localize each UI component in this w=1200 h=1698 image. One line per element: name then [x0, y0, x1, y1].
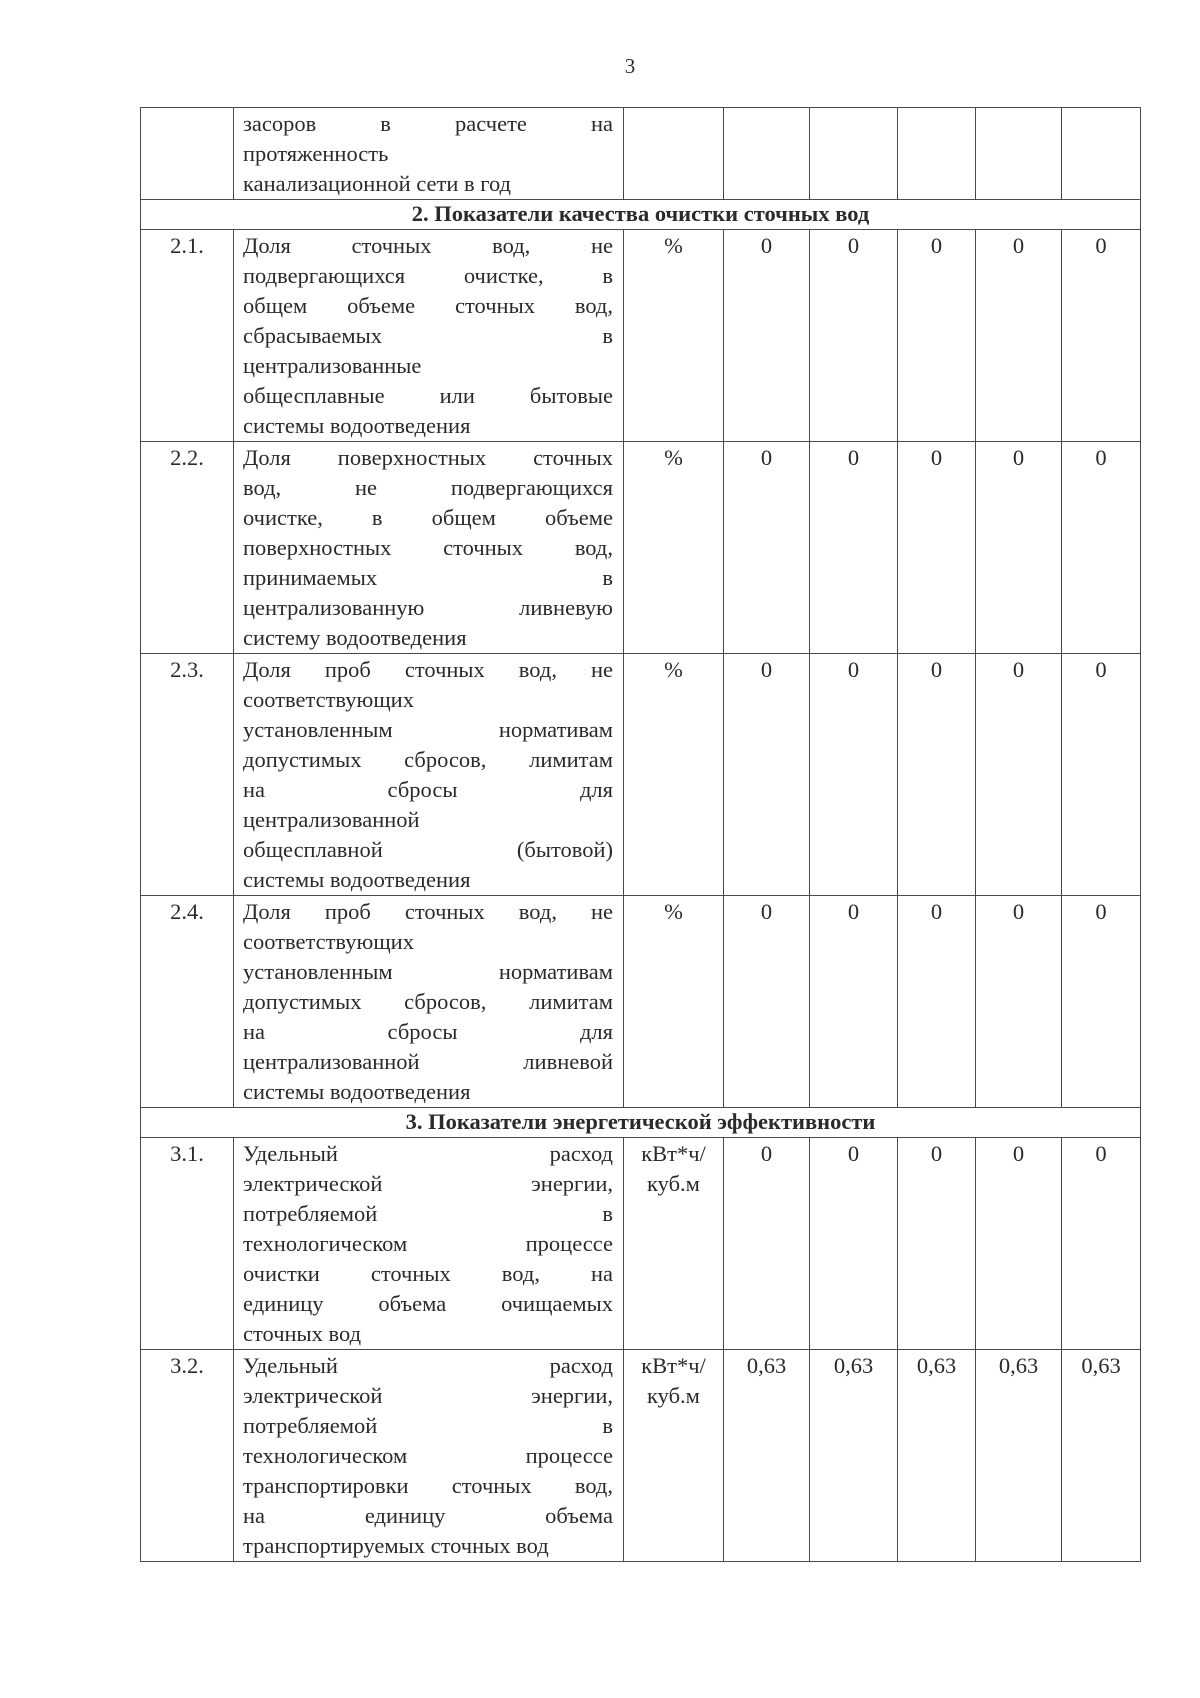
indicator-description — [234, 896, 624, 1108]
table-row — [141, 108, 1141, 200]
value-cell: 0 — [976, 896, 1062, 1108]
description-line: системы водоотведения — [243, 413, 471, 438]
unit-line: куб.м — [647, 1383, 700, 1408]
description-line: систему водоотведения — [243, 625, 467, 650]
description-line: Доля проб сточных вод, не — [243, 899, 613, 924]
value-cell: 0 — [810, 654, 898, 896]
indicator-description — [234, 442, 624, 654]
description-line: на сбросы для — [243, 777, 613, 802]
section-header-row — [141, 1108, 1141, 1138]
value-cell: 0 — [810, 230, 898, 442]
indicator-description — [234, 654, 624, 896]
unit-cell — [624, 108, 724, 200]
description-line: Доля сточных вод, не — [243, 233, 613, 258]
description-line: сточных вод — [243, 1321, 362, 1346]
description-line: вод, не подвергающихся — [243, 475, 613, 500]
description-line: канализационной сети в год — [243, 171, 511, 196]
value-cell: 0 — [724, 230, 810, 442]
description-line: общем объеме сточных вод, — [243, 293, 613, 318]
value-cell: 0,63 — [724, 1350, 810, 1562]
indicator-description — [234, 1350, 624, 1562]
description-line: электрической энергии, — [243, 1171, 613, 1196]
section-header-row — [141, 200, 1141, 230]
unit-cell — [624, 1350, 724, 1562]
description-line: на единицу объема — [243, 1503, 613, 1528]
description-line: централизованной ливневой — [243, 1049, 613, 1074]
table-row — [141, 654, 1141, 896]
description-line: общесплавные или бытовые — [243, 383, 613, 408]
description-line: очистки сточных вод, на — [243, 1261, 613, 1286]
indicator-description — [234, 230, 624, 442]
value-cell — [724, 108, 810, 200]
page-number: 3 — [624, 54, 636, 78]
row-number: 3.1. — [141, 1138, 234, 1350]
table-row — [141, 442, 1141, 654]
description-line: технологическом процессе — [243, 1443, 613, 1468]
value-cell — [1062, 108, 1141, 200]
description-line: Удельный расход — [243, 1353, 613, 1378]
row-number: 2.4. — [141, 896, 234, 1108]
row-number: 2.2. — [141, 442, 234, 654]
value-cell: 0 — [976, 230, 1062, 442]
unit-cell: % — [624, 442, 724, 654]
description-line: поверхностных сточных вод, — [243, 535, 613, 560]
value-cell: 0 — [724, 442, 810, 654]
unit-cell: % — [624, 896, 724, 1108]
unit-cell: % — [624, 654, 724, 896]
value-cell: 0,63 — [1062, 1350, 1141, 1562]
section-title: 3. Показатели энергетической эффективности — [141, 1108, 1141, 1138]
table-row — [141, 1350, 1141, 1562]
value-cell: 0,63 — [810, 1350, 898, 1562]
description-line: установленным нормативам — [243, 717, 613, 742]
description-line: технологическом процессе — [243, 1231, 613, 1256]
value-cell: 0 — [898, 654, 976, 896]
description-line: засоров в расчете на — [243, 111, 613, 136]
value-cell: 0 — [1062, 654, 1141, 896]
indicators-table — [140, 107, 1141, 1562]
description-line: системы водоотведения — [243, 867, 471, 892]
description-line: Удельный расход — [243, 1141, 613, 1166]
description-line: единицу объема очищаемых — [243, 1291, 613, 1316]
value-cell — [810, 108, 898, 200]
table-row — [141, 1138, 1141, 1350]
value-cell: 0 — [898, 442, 976, 654]
value-cell: 0 — [810, 1138, 898, 1350]
value-cell: 0 — [898, 230, 976, 442]
description-line: потребляемой в — [243, 1413, 613, 1438]
description-line: транспортировки сточных вод, — [243, 1473, 613, 1498]
value-cell: 0 — [898, 1138, 976, 1350]
row-number: 2.1. — [141, 230, 234, 442]
unit-cell: % — [624, 230, 724, 442]
table-row — [141, 896, 1141, 1108]
unit-line: кВт*ч/ — [641, 1141, 706, 1166]
description-line: принимаемых в — [243, 565, 613, 590]
value-cell: 0 — [724, 654, 810, 896]
row-number — [141, 108, 234, 200]
description-line: централизованные — [243, 353, 422, 378]
description-line: потребляемой в — [243, 1201, 613, 1226]
value-cell: 0 — [976, 654, 1062, 896]
description-line: протяженность — [243, 141, 389, 166]
value-cell: 0 — [1062, 1138, 1141, 1350]
description-line: на сбросы для — [243, 1019, 613, 1044]
value-cell: 0 — [1062, 442, 1141, 654]
section-title: 2. Показатели качества очистки сточных вод — [141, 200, 1141, 230]
description-line: подвергающихся очистке, в — [243, 263, 613, 288]
description-line: очистке, в общем объеме — [243, 505, 613, 530]
description-line: допустимых сбросов, лимитам — [243, 747, 613, 772]
description-line: допустимых сбросов, лимитам — [243, 989, 613, 1014]
value-cell: 0 — [810, 442, 898, 654]
unit-line: куб.м — [647, 1171, 700, 1196]
description-line: соответствующих — [243, 687, 414, 712]
row-number: 2.3. — [141, 654, 234, 896]
description-line: сбрасываемых в — [243, 323, 613, 348]
value-cell: 0,63 — [898, 1350, 976, 1562]
description-line: Доля проб сточных вод, не — [243, 657, 613, 682]
value-cell: 0 — [810, 896, 898, 1108]
value-cell: 0 — [976, 1138, 1062, 1350]
description-line: установленным нормативам — [243, 959, 613, 984]
unit-line: кВт*ч/ — [641, 1353, 706, 1378]
value-cell: 0 — [724, 896, 810, 1108]
value-cell: 0 — [1062, 896, 1141, 1108]
description-line: транспортируемых сточных вод — [243, 1533, 549, 1558]
value-cell: 0 — [1062, 230, 1141, 442]
table-row — [141, 230, 1141, 442]
description-line: электрической энергии, — [243, 1383, 613, 1408]
indicator-description — [234, 108, 624, 200]
description-line: соответствующих — [243, 929, 414, 954]
value-cell: 0,63 — [976, 1350, 1062, 1562]
unit-cell — [624, 1138, 724, 1350]
value-cell: 0 — [898, 896, 976, 1108]
description-line: общесплавной (бытовой) — [243, 837, 613, 862]
value-cell: 0 — [724, 1138, 810, 1350]
description-line: Доля поверхностных сточных — [243, 445, 613, 470]
indicator-description — [234, 1138, 624, 1350]
description-line: централизованной — [243, 807, 420, 832]
row-number: 3.2. — [141, 1350, 234, 1562]
description-line: централизованную ливневую — [243, 595, 613, 620]
description-line: системы водоотведения — [243, 1079, 471, 1104]
value-cell — [898, 108, 976, 200]
value-cell — [976, 108, 1062, 200]
value-cell: 0 — [976, 442, 1062, 654]
